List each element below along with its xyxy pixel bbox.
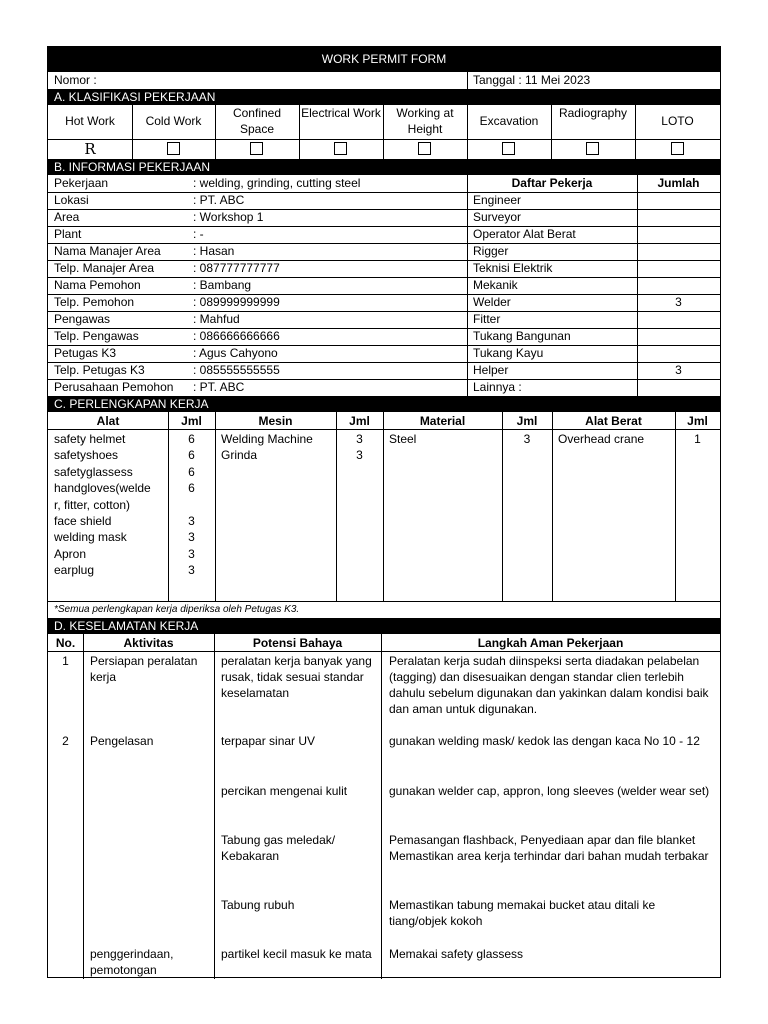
info-label: Pekerjaan: [54, 176, 109, 190]
hazard: Tabung gas meledak/ Kebakaran: [221, 833, 336, 863]
divider: [467, 72, 468, 89]
row-number: 2: [62, 734, 69, 748]
header-potensi: Potensi Bahaya: [252, 636, 343, 650]
worker-name: Teknisi Elektrik: [473, 261, 553, 275]
checkbox[interactable]: [167, 142, 180, 155]
equipment-qty: 6: [188, 481, 195, 496]
equipment-item: face shield: [54, 514, 112, 528]
checkbox[interactable]: [671, 142, 684, 155]
header-material: Material: [419, 414, 466, 428]
section-a-title: A. KLASIFIKASI PEKERJAAN: [48, 89, 720, 105]
info-label: Telp. Manajer Area: [54, 261, 155, 275]
form-title: WORK PERMIT FORM: [48, 47, 720, 72]
worker-name: Helper: [473, 363, 509, 377]
hazard: percikan mengenai kulit: [221, 784, 348, 798]
worker-name: Welder: [473, 295, 511, 309]
worker-name: Mekanik: [473, 278, 518, 292]
section-c-title: C. PERLENGKAPAN KERJA: [48, 396, 720, 412]
equipment-qty: 3: [188, 530, 195, 545]
divider: [132, 105, 133, 159]
divider: [299, 105, 300, 159]
divider: [635, 105, 636, 159]
machine-qty: 3: [356, 448, 363, 463]
equipment-qty: 3: [188, 546, 195, 561]
safe-step: gunakan welder cap, appron, long sleeves (welder wear set): [389, 784, 710, 798]
section-d-title: D. KESELAMATAN KERJA: [48, 618, 720, 634]
divider: [467, 105, 468, 159]
info-value: : 089999999999: [193, 295, 280, 309]
worker-name: Fitter: [473, 312, 501, 326]
hazard: peralatan kerja banyak yang rusak, tidak sesuai standar keselamatan: [221, 654, 372, 700]
equipment-item: r, fitter, cotton): [54, 497, 131, 512]
info-label: Petugas K3: [54, 346, 117, 360]
heavy-equipment-item: Overhead crane: [558, 432, 645, 446]
header-aktivitas: Aktivitas: [123, 636, 174, 650]
equipment-item: safetyshoes: [54, 448, 119, 463]
worker-name: Engineer: [473, 193, 522, 207]
work-permit-form: [47, 46, 721, 978]
info-value: : 087777777777: [193, 261, 280, 275]
divider: [48, 139, 720, 140]
divider: [48, 243, 720, 244]
divider: [48, 226, 720, 227]
equipment-item: welding mask: [54, 530, 127, 545]
checkbox[interactable]: [502, 142, 515, 155]
equipment-item: safetyglassess: [54, 464, 133, 479]
classification-label: Hot Work: [65, 114, 115, 128]
info-value: : -: [193, 227, 204, 241]
safe-step: Peralatan kerja sudah diinspeksi serta diadakan pelabelan (tagging) dan disesuaikan dengan standar clien terlebih dahulu sebelum digunakan dan yakinkan dalam kondisi baik dan aman untuk digunakan.: [389, 654, 709, 716]
equipment-item: handgloves(welde: [54, 481, 151, 496]
header-jml-alat: Jml: [181, 414, 202, 428]
divider: [48, 328, 720, 329]
checkbox[interactable]: [586, 142, 599, 155]
worker-name: Operator Alat Berat: [473, 227, 576, 241]
info-value: : Agus Cahyono: [193, 346, 278, 360]
header-no: No.: [55, 636, 76, 650]
worker-name: Rigger: [473, 244, 509, 258]
hazard: partikel kecil masuk ke mata: [221, 947, 372, 961]
divider: [383, 105, 384, 159]
classification-label: Confined Space: [232, 106, 282, 136]
safe-step: gunakan welding mask/ kedok las dengan kaca No 10 - 12: [389, 734, 700, 748]
tanggal: Tanggal : 11 Mei 2023: [473, 73, 591, 87]
worker-name: Tukang Kayu: [473, 346, 544, 360]
classification-label: Excavation: [479, 114, 539, 128]
header-daftar-pekerja: Daftar Pekerja: [511, 176, 593, 190]
heavy-equipment-qty: 1: [694, 432, 701, 446]
info-label: Nama Manajer Area: [54, 244, 161, 258]
divider: [215, 105, 216, 159]
divider: [381, 634, 382, 979]
activity: Pengelasan: [90, 734, 154, 748]
worker-name: Surveyor: [473, 210, 522, 224]
equipment-note: *Semua perlengkapan kerja diperiksa oleh Petugas K3.: [54, 604, 300, 615]
divider: [48, 260, 720, 261]
divider: [215, 412, 216, 601]
header-alat-berat: Alat Berat: [585, 414, 642, 428]
header-langkah: Langkah Aman Pekerjaan: [477, 636, 624, 650]
header-jumlah: Jumlah: [657, 176, 700, 190]
divider: [467, 175, 468, 396]
info-label: Perusahaan Pemohon: [54, 380, 174, 394]
divider: [48, 277, 720, 278]
header-jml-material: Jml: [516, 414, 538, 428]
info-label: Plant: [54, 227, 82, 241]
equipment-qty: 3: [188, 514, 195, 528]
nomor-label: Nomor :: [54, 73, 97, 87]
divider: [48, 362, 720, 363]
divider: [48, 379, 720, 380]
info-value: : Mahfud: [193, 312, 240, 326]
divider: [48, 192, 720, 193]
machine-item: Grinda: [221, 448, 258, 463]
divider: [48, 311, 720, 312]
info-label: Telp. Pengawas: [54, 329, 139, 343]
info-value: : Workshop 1: [193, 210, 264, 224]
check-mark: R: [84, 140, 96, 158]
equipment-qty: 6: [188, 432, 195, 446]
hazard: terpapar sinar UV: [221, 734, 316, 748]
classification-label: Electrical Work: [301, 106, 381, 120]
worker-name: Lainnya :: [473, 380, 522, 394]
info-label: Pengawas: [54, 312, 111, 326]
activity: Persiapan peralatan kerja: [90, 654, 198, 684]
equipment-item: Apron: [54, 546, 87, 561]
header-jml-alat-berat: Jml: [687, 414, 708, 428]
equipment-qty: 6: [188, 448, 195, 463]
worker-count: 3: [675, 295, 682, 309]
checkbox[interactable]: [334, 142, 347, 155]
classification-label: Cold Work: [145, 114, 202, 128]
worker-name: Tukang Bangunan: [473, 329, 571, 343]
classification-label: Radiography: [558, 106, 628, 120]
info-label: Telp. Pemohon: [54, 295, 135, 309]
checkbox[interactable]: [418, 142, 431, 155]
equipment-qty: 3: [188, 563, 195, 578]
divider: [383, 412, 384, 601]
classification-label: LOTO: [661, 114, 694, 128]
info-label: Telp. Petugas K3: [54, 363, 145, 377]
safe-step: Pemasangan flashback, Penyediaan apar dan file blanket Memastikan area kerja terhindar dari bahan mudah terbakar: [389, 833, 709, 863]
header-mesin: Mesin: [258, 414, 293, 428]
material-item: Steel: [389, 432, 417, 446]
machine-item: Welding Machine: [221, 432, 313, 446]
info-value: : 086666666666: [193, 329, 280, 343]
section-b-title: B. INFORMASI PEKERJAAN: [48, 159, 720, 175]
material-qty: 3: [523, 432, 531, 446]
info-value: : Hasan: [193, 244, 235, 258]
activity: penggerindaan, pemotongan: [90, 947, 174, 977]
equipment-item: earplug: [54, 563, 95, 578]
safe-step: Memakai safety glassess: [389, 947, 524, 961]
divider: [48, 651, 720, 652]
checkbox[interactable]: [250, 142, 263, 155]
info-value: : Bambang: [193, 278, 252, 292]
divider: [48, 345, 720, 346]
divider: [48, 294, 720, 295]
divider: [48, 209, 720, 210]
machine-qty: 3: [356, 432, 363, 446]
header-alat: Alat: [96, 414, 120, 428]
divider: [214, 634, 215, 979]
info-value: : 085555555555: [193, 363, 280, 377]
classification-label: Working at Height: [396, 106, 454, 136]
info-value: : PT. ABC: [193, 193, 245, 207]
divider: [83, 634, 84, 979]
info-label: Lokasi: [54, 193, 89, 207]
info-value: : PT. ABC: [193, 380, 245, 394]
row-number: 1: [62, 654, 69, 668]
hazard: Tabung rubuh: [221, 898, 295, 912]
safe-step: Memastikan tabung memakai bucket atau ditali ke tiang/objek kokoh: [389, 898, 656, 928]
divider: [48, 429, 720, 430]
header-jml-mesin: Jml: [349, 414, 370, 428]
info-label: Area: [54, 210, 80, 224]
info-value: : welding, grinding, cutting steel: [193, 176, 361, 190]
worker-count: 3: [675, 363, 682, 377]
equipment-qty: 6: [188, 464, 195, 479]
divider: [552, 412, 553, 601]
info-label: Nama Pemohon: [54, 278, 141, 292]
divider: [551, 105, 552, 159]
equipment-item: safety helmet: [54, 432, 126, 446]
